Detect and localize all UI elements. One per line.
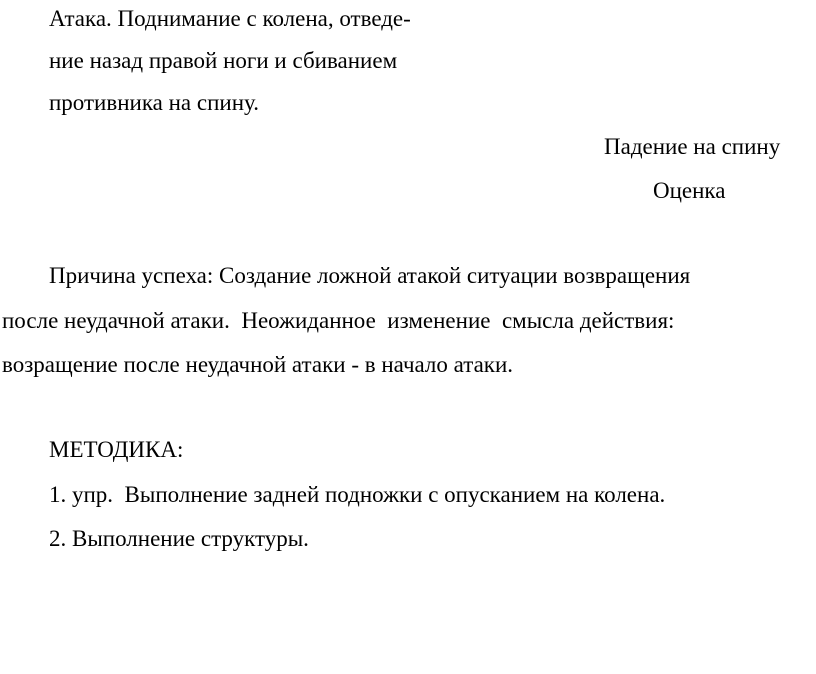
score-label: Оценка [653,178,726,203]
fall-result-label: Падение на спину [604,134,781,159]
methodology-item-2: 2. Выполнение структуры. [49,526,309,551]
success-reason-line-2: после неудачной атаки. Неожиданное изменение смысла действия: [2,308,675,333]
attack-description-line-1: Атака. Поднимание с колена, отведе- [49,6,411,31]
methodology-item-1: 1. упр. Выполнение задней подножки с опусканием на колена. [49,482,666,507]
methodology-heading: МЕТОДИКА: [49,437,184,462]
success-reason-line-1: Причина успеха: Создание ложной атакой ситуации возвращения [49,263,691,288]
attack-description-line-3: противника на спину. [49,90,259,115]
attack-description-line-2: ние назад правой ноги и сбиванием [49,48,398,73]
success-reason-line-3: возращение после неудачной атаки - в начало атаки. [2,352,514,377]
